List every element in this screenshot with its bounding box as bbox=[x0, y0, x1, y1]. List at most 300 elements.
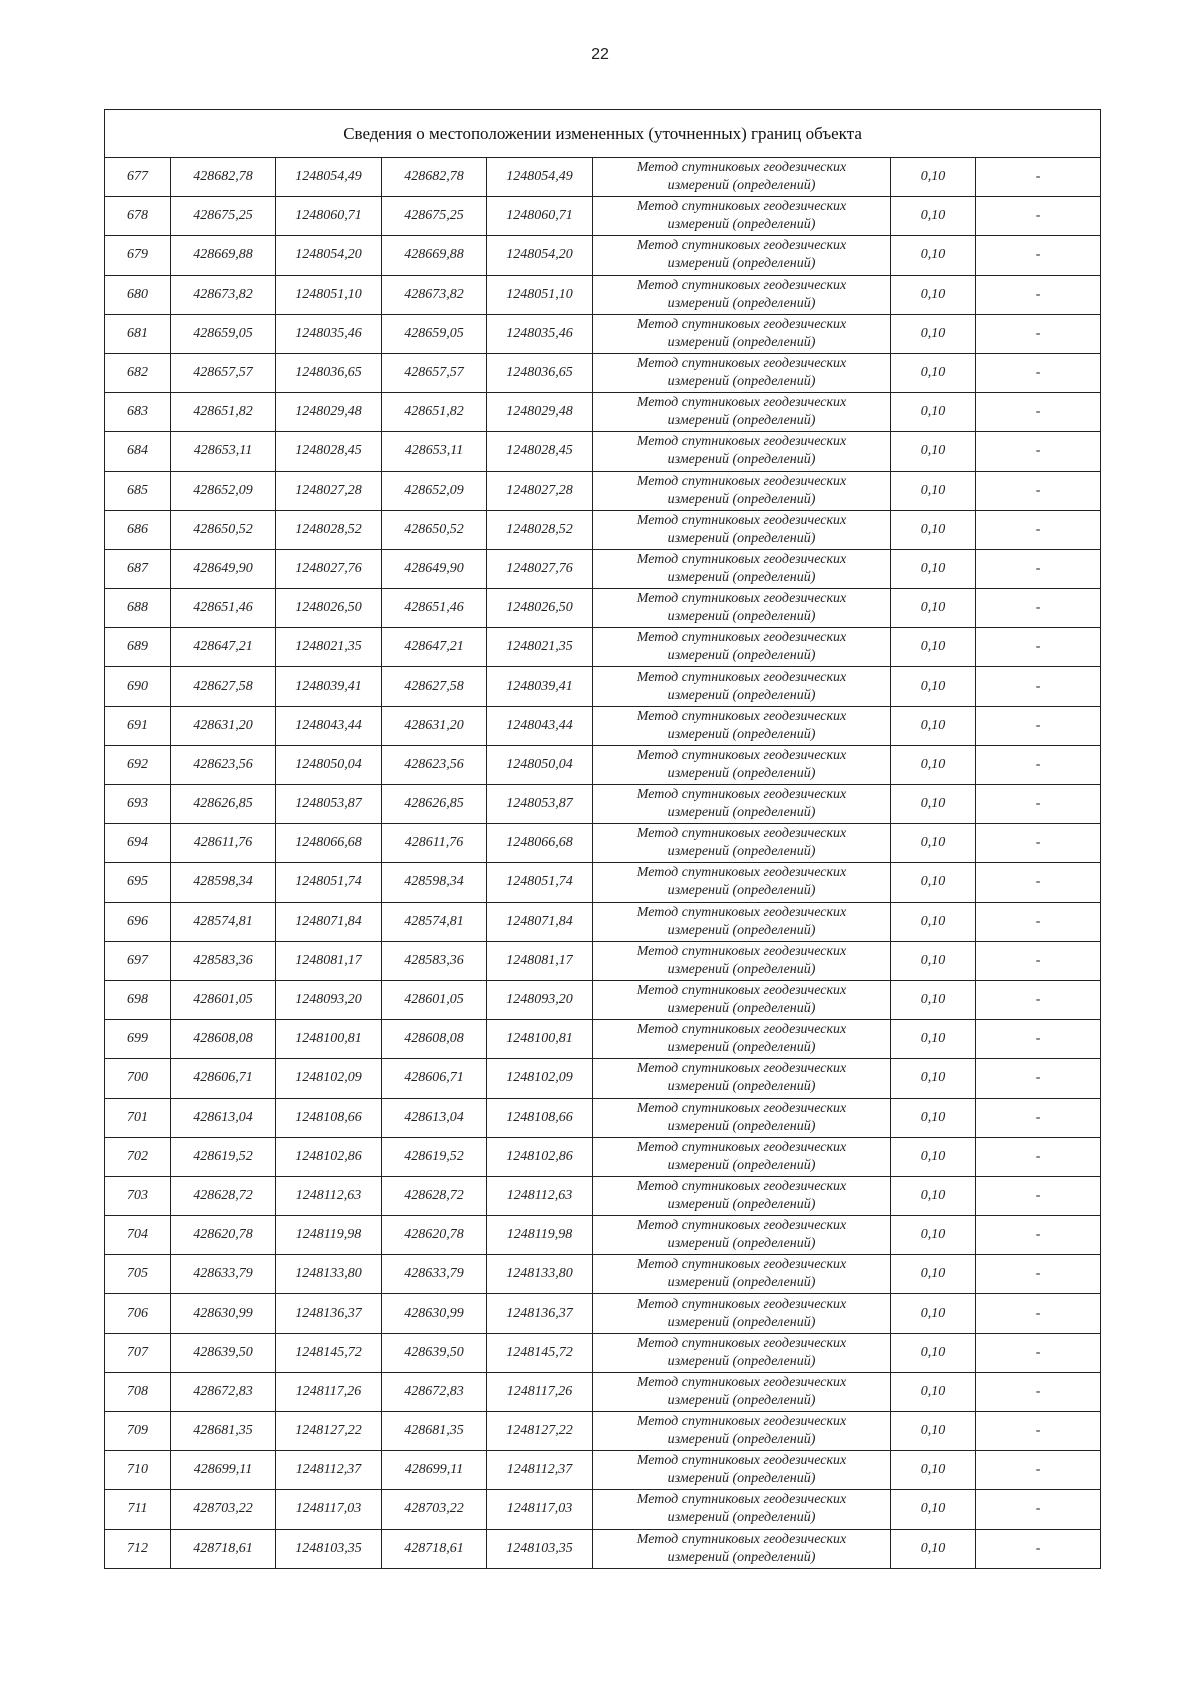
existing-x-cell: 428608,08 bbox=[171, 1020, 276, 1059]
table-row bbox=[105, 510, 1101, 549]
refined-y-cell: 1248145,72 bbox=[487, 1333, 593, 1372]
point-number-cell: 699 bbox=[105, 1020, 171, 1059]
existing-y-cell: 1248133,80 bbox=[276, 1255, 382, 1294]
accuracy-cell: 0,10 bbox=[891, 785, 976, 824]
existing-y-cell: 1248028,45 bbox=[276, 432, 382, 471]
existing-y-cell: 1248119,98 bbox=[276, 1216, 382, 1255]
existing-y-cell: 1248021,35 bbox=[276, 628, 382, 667]
refined-x-cell: 428669,88 bbox=[382, 236, 487, 275]
refined-x-cell: 428627,58 bbox=[382, 667, 487, 706]
point-number-cell: 708 bbox=[105, 1372, 171, 1411]
existing-y-cell: 1248108,66 bbox=[276, 1098, 382, 1137]
existing-y-cell: 1248117,03 bbox=[276, 1490, 382, 1529]
point-number-cell: 682 bbox=[105, 353, 171, 392]
accuracy-cell: 0,10 bbox=[891, 314, 976, 353]
existing-y-cell: 1248036,65 bbox=[276, 353, 382, 392]
existing-x-cell: 428703,22 bbox=[171, 1490, 276, 1529]
note-cell: - bbox=[976, 785, 1101, 824]
existing-x-cell: 428647,21 bbox=[171, 628, 276, 667]
table-row bbox=[105, 1137, 1101, 1176]
note-cell: - bbox=[976, 1451, 1101, 1490]
refined-x-cell: 428639,50 bbox=[382, 1333, 487, 1372]
table-row bbox=[105, 941, 1101, 980]
method-line-1: Метод спутниковых геодезических bbox=[636, 1022, 847, 1038]
refined-y-cell: 1248029,48 bbox=[487, 393, 593, 432]
refined-x-cell: 428682,78 bbox=[382, 158, 487, 197]
table-row bbox=[105, 158, 1101, 197]
table-row bbox=[105, 589, 1101, 628]
refined-y-cell: 1248050,04 bbox=[487, 745, 593, 784]
method-line-1: Метод спутниковых геодезических bbox=[636, 1453, 847, 1469]
method-cell bbox=[593, 980, 891, 1019]
table-row bbox=[105, 902, 1101, 941]
refined-x-cell: 428652,09 bbox=[382, 471, 487, 510]
method-cell bbox=[593, 1412, 891, 1451]
existing-y-cell: 1248051,74 bbox=[276, 863, 382, 902]
accuracy-cell: 0,10 bbox=[891, 589, 976, 628]
refined-x-cell: 428703,22 bbox=[382, 1490, 487, 1529]
existing-y-cell: 1248112,37 bbox=[276, 1451, 382, 1490]
method-line-1: Метод спутниковых геодезических bbox=[636, 512, 847, 528]
note-cell: - bbox=[976, 902, 1101, 941]
accuracy-cell: 0,10 bbox=[891, 1137, 976, 1176]
method-line-2: измерений (определений) bbox=[667, 1157, 816, 1173]
existing-x-cell: 428639,50 bbox=[171, 1333, 276, 1372]
accuracy-cell: 0,10 bbox=[891, 1176, 976, 1215]
method-line-1: Метод спутниковых геодезических bbox=[636, 551, 847, 567]
existing-y-cell: 1248093,20 bbox=[276, 980, 382, 1019]
point-number-cell: 712 bbox=[105, 1529, 171, 1568]
note-cell: - bbox=[976, 1216, 1101, 1255]
point-number-cell: 679 bbox=[105, 236, 171, 275]
note-cell: - bbox=[976, 1020, 1101, 1059]
method-line-1: Метод спутниковых геодезических bbox=[636, 1414, 847, 1430]
point-number-cell: 690 bbox=[105, 667, 171, 706]
method-cell bbox=[593, 1176, 891, 1215]
note-cell: - bbox=[976, 863, 1101, 902]
table-row bbox=[105, 393, 1101, 432]
refined-y-cell: 1248021,35 bbox=[487, 628, 593, 667]
page-number: 22 bbox=[591, 46, 609, 63]
table-row bbox=[105, 1294, 1101, 1333]
point-number-cell: 692 bbox=[105, 745, 171, 784]
existing-x-cell: 428681,35 bbox=[171, 1412, 276, 1451]
method-cell bbox=[593, 824, 891, 863]
existing-y-cell: 1248081,17 bbox=[276, 941, 382, 980]
note-cell: - bbox=[976, 197, 1101, 236]
existing-y-cell: 1248027,28 bbox=[276, 471, 382, 510]
method-line-2: измерений (определений) bbox=[667, 452, 816, 468]
refined-x-cell: 428574,81 bbox=[382, 902, 487, 941]
method-cell bbox=[593, 158, 891, 197]
method-cell bbox=[593, 941, 891, 980]
table-row bbox=[105, 353, 1101, 392]
existing-y-cell: 1248026,50 bbox=[276, 589, 382, 628]
note-cell: - bbox=[976, 236, 1101, 275]
refined-x-cell: 428601,05 bbox=[382, 980, 487, 1019]
point-number-cell: 693 bbox=[105, 785, 171, 824]
table-row bbox=[105, 1451, 1101, 1490]
table-row bbox=[105, 1255, 1101, 1294]
method-line-2: измерений (определений) bbox=[667, 765, 816, 781]
method-line-1: Метод спутниковых геодезических bbox=[636, 199, 847, 215]
table-row bbox=[105, 1490, 1101, 1529]
existing-y-cell: 1248039,41 bbox=[276, 667, 382, 706]
refined-x-cell: 428633,79 bbox=[382, 1255, 487, 1294]
method-line-2: измерений (определений) bbox=[667, 1196, 816, 1212]
accuracy-cell: 0,10 bbox=[891, 667, 976, 706]
existing-x-cell: 428574,81 bbox=[171, 902, 276, 941]
point-number-cell: 695 bbox=[105, 863, 171, 902]
point-number-cell: 697 bbox=[105, 941, 171, 980]
accuracy-cell: 0,10 bbox=[891, 1333, 976, 1372]
method-line-1: Метод спутниковых геодезических bbox=[636, 395, 847, 411]
existing-y-cell: 1248136,37 bbox=[276, 1294, 382, 1333]
method-line-1: Метод спутниковых геодезических bbox=[636, 238, 847, 254]
table-row bbox=[105, 628, 1101, 667]
refined-x-cell: 428623,56 bbox=[382, 745, 487, 784]
accuracy-cell: 0,10 bbox=[891, 1098, 976, 1137]
point-number-cell: 709 bbox=[105, 1412, 171, 1451]
method-cell bbox=[593, 1333, 891, 1372]
note-cell: - bbox=[976, 667, 1101, 706]
point-number-cell: 691 bbox=[105, 706, 171, 745]
note-cell: - bbox=[976, 314, 1101, 353]
existing-y-cell: 1248066,68 bbox=[276, 824, 382, 863]
refined-y-cell: 1248081,17 bbox=[487, 941, 593, 980]
refined-y-cell: 1248028,52 bbox=[487, 510, 593, 549]
method-line-2: измерений (определений) bbox=[667, 883, 816, 899]
existing-x-cell: 428583,36 bbox=[171, 941, 276, 980]
method-line-1: Метод спутниковых геодезических bbox=[636, 434, 847, 450]
method-cell bbox=[593, 236, 891, 275]
method-line-1: Метод спутниковых геодезических bbox=[636, 747, 847, 763]
existing-x-cell: 428651,46 bbox=[171, 589, 276, 628]
method-line-1: Метод спутниковых геодезических bbox=[636, 1296, 847, 1312]
method-cell bbox=[593, 510, 891, 549]
table-row bbox=[105, 785, 1101, 824]
accuracy-cell: 0,10 bbox=[891, 1216, 976, 1255]
refined-y-cell: 1248071,84 bbox=[487, 902, 593, 941]
refined-y-cell: 1248117,03 bbox=[487, 1490, 593, 1529]
method-line-2: измерений (определений) bbox=[667, 1118, 816, 1134]
accuracy-cell: 0,10 bbox=[891, 863, 976, 902]
refined-y-cell: 1248133,80 bbox=[487, 1255, 593, 1294]
refined-x-cell: 428598,34 bbox=[382, 863, 487, 902]
method-line-1: Метод спутниковых геодезических bbox=[636, 1531, 847, 1547]
existing-x-cell: 428613,04 bbox=[171, 1098, 276, 1137]
method-line-1: Метод спутниковых геодезических bbox=[636, 1139, 847, 1155]
table-row bbox=[105, 1412, 1101, 1451]
method-line-2: измерений (определений) bbox=[667, 178, 816, 194]
method-line-2: измерений (определений) bbox=[667, 374, 816, 390]
refined-x-cell: 428649,90 bbox=[382, 549, 487, 588]
method-cell bbox=[593, 785, 891, 824]
refined-x-cell: 428651,46 bbox=[382, 589, 487, 628]
refined-y-cell: 1248028,45 bbox=[487, 432, 593, 471]
note-cell: - bbox=[976, 353, 1101, 392]
table-row bbox=[105, 1529, 1101, 1568]
method-line-1: Метод спутниковых геодезических bbox=[636, 1218, 847, 1234]
existing-x-cell: 428652,09 bbox=[171, 471, 276, 510]
existing-x-cell: 428630,99 bbox=[171, 1294, 276, 1333]
refined-y-cell: 1248102,86 bbox=[487, 1137, 593, 1176]
refined-y-cell: 1248039,41 bbox=[487, 667, 593, 706]
table-row bbox=[105, 1059, 1101, 1098]
note-cell: - bbox=[976, 549, 1101, 588]
table-title: Сведения о местоположении измененных (уточненных) границ объекта bbox=[105, 110, 1101, 158]
refined-x-cell: 428611,76 bbox=[382, 824, 487, 863]
existing-y-cell: 1248051,10 bbox=[276, 275, 382, 314]
existing-x-cell: 428626,85 bbox=[171, 785, 276, 824]
refined-x-cell: 428657,57 bbox=[382, 353, 487, 392]
note-cell: - bbox=[976, 1294, 1101, 1333]
method-line-2: измерений (определений) bbox=[667, 648, 816, 664]
refined-y-cell: 1248054,49 bbox=[487, 158, 593, 197]
table-row bbox=[105, 1216, 1101, 1255]
existing-x-cell: 428657,57 bbox=[171, 353, 276, 392]
note-cell: - bbox=[976, 824, 1101, 863]
method-line-1: Метод спутниковых геодезических bbox=[636, 826, 847, 842]
refined-x-cell: 428613,04 bbox=[382, 1098, 487, 1137]
accuracy-cell: 0,10 bbox=[891, 628, 976, 667]
existing-x-cell: 428611,76 bbox=[171, 824, 276, 863]
accuracy-cell: 0,10 bbox=[891, 236, 976, 275]
method-cell bbox=[593, 1451, 891, 1490]
method-line-1: Метод спутниковых геодезических bbox=[636, 983, 847, 999]
refined-x-cell: 428620,78 bbox=[382, 1216, 487, 1255]
method-cell bbox=[593, 353, 891, 392]
method-cell bbox=[593, 549, 891, 588]
refined-x-cell: 428619,52 bbox=[382, 1137, 487, 1176]
existing-x-cell: 428628,72 bbox=[171, 1176, 276, 1215]
existing-y-cell: 1248102,86 bbox=[276, 1137, 382, 1176]
accuracy-cell: 0,10 bbox=[891, 902, 976, 941]
refined-x-cell: 428606,71 bbox=[382, 1059, 487, 1098]
existing-y-cell: 1248117,26 bbox=[276, 1372, 382, 1411]
note-cell: - bbox=[976, 1529, 1101, 1568]
method-cell bbox=[593, 589, 891, 628]
table-row bbox=[105, 197, 1101, 236]
method-cell bbox=[593, 1490, 891, 1529]
accuracy-cell: 0,10 bbox=[891, 980, 976, 1019]
refined-x-cell: 428699,11 bbox=[382, 1451, 487, 1490]
existing-x-cell: 428673,82 bbox=[171, 275, 276, 314]
existing-x-cell: 428718,61 bbox=[171, 1529, 276, 1568]
method-line-1: Метод спутниковых геодезических bbox=[636, 160, 847, 176]
method-line-2: измерений (определений) bbox=[667, 805, 816, 821]
refined-y-cell: 1248108,66 bbox=[487, 1098, 593, 1137]
method-cell bbox=[593, 393, 891, 432]
point-number-cell: 705 bbox=[105, 1255, 171, 1294]
note-cell: - bbox=[976, 980, 1101, 1019]
existing-y-cell: 1248102,09 bbox=[276, 1059, 382, 1098]
method-line-2: измерений (определений) bbox=[667, 295, 816, 311]
method-line-2: измерений (определений) bbox=[667, 217, 816, 233]
refined-y-cell: 1248102,09 bbox=[487, 1059, 593, 1098]
accuracy-cell: 0,10 bbox=[891, 1529, 976, 1568]
refined-x-cell: 428608,08 bbox=[382, 1020, 487, 1059]
point-number-cell: 677 bbox=[105, 158, 171, 197]
point-number-cell: 683 bbox=[105, 393, 171, 432]
method-cell bbox=[593, 275, 891, 314]
method-line-2: измерений (определений) bbox=[667, 1079, 816, 1095]
method-line-2: измерений (определений) bbox=[667, 491, 816, 507]
point-number-cell: 696 bbox=[105, 902, 171, 941]
point-number-cell: 703 bbox=[105, 1176, 171, 1215]
existing-y-cell: 1248035,46 bbox=[276, 314, 382, 353]
existing-x-cell: 428620,78 bbox=[171, 1216, 276, 1255]
refined-y-cell: 1248117,26 bbox=[487, 1372, 593, 1411]
accuracy-cell: 0,10 bbox=[891, 275, 976, 314]
existing-y-cell: 1248053,87 bbox=[276, 785, 382, 824]
method-cell bbox=[593, 1372, 891, 1411]
method-line-2: измерений (определений) bbox=[667, 1432, 816, 1448]
refined-y-cell: 1248119,98 bbox=[487, 1216, 593, 1255]
method-line-2: измерений (определений) bbox=[667, 1314, 816, 1330]
method-cell bbox=[593, 1529, 891, 1568]
existing-x-cell: 428675,25 bbox=[171, 197, 276, 236]
method-cell bbox=[593, 1059, 891, 1098]
refined-y-cell: 1248136,37 bbox=[487, 1294, 593, 1333]
method-line-1: Метод спутниковых геодезических bbox=[636, 1374, 847, 1390]
method-line-1: Метод спутниковых геодезических bbox=[636, 1178, 847, 1194]
accuracy-cell: 0,10 bbox=[891, 393, 976, 432]
note-cell: - bbox=[976, 1098, 1101, 1137]
method-cell bbox=[593, 902, 891, 941]
method-line-2: измерений (определений) bbox=[667, 726, 816, 742]
existing-x-cell: 428682,78 bbox=[171, 158, 276, 197]
method-line-1: Метод спутниковых геодезических bbox=[636, 356, 847, 372]
method-line-1: Метод спутниковых геодезических bbox=[636, 473, 847, 489]
accuracy-cell: 0,10 bbox=[891, 158, 976, 197]
table-row bbox=[105, 275, 1101, 314]
existing-y-cell: 1248100,81 bbox=[276, 1020, 382, 1059]
accuracy-cell: 0,10 bbox=[891, 1372, 976, 1411]
method-line-1: Метод спутниковых геодезических bbox=[636, 904, 847, 920]
method-cell bbox=[593, 314, 891, 353]
method-cell bbox=[593, 1020, 891, 1059]
table-row bbox=[105, 1333, 1101, 1372]
table-row bbox=[105, 1176, 1101, 1215]
note-cell: - bbox=[976, 1255, 1101, 1294]
accuracy-cell: 0,10 bbox=[891, 432, 976, 471]
note-cell: - bbox=[976, 432, 1101, 471]
method-line-1: Метод спутниковых геодезических bbox=[636, 1100, 847, 1116]
note-cell: - bbox=[976, 1059, 1101, 1098]
point-number-cell: 707 bbox=[105, 1333, 171, 1372]
method-line-1: Метод спутниковых геодезических bbox=[636, 277, 847, 293]
method-line-2: измерений (определений) bbox=[667, 569, 816, 585]
method-cell bbox=[593, 667, 891, 706]
method-cell bbox=[593, 745, 891, 784]
refined-y-cell: 1248054,20 bbox=[487, 236, 593, 275]
accuracy-cell: 0,10 bbox=[891, 1059, 976, 1098]
point-number-cell: 689 bbox=[105, 628, 171, 667]
method-line-1: Метод спутниковых геодезических bbox=[636, 669, 847, 685]
table-row bbox=[105, 432, 1101, 471]
existing-x-cell: 428649,90 bbox=[171, 549, 276, 588]
point-number-cell: 688 bbox=[105, 589, 171, 628]
accuracy-cell: 0,10 bbox=[891, 549, 976, 588]
point-number-cell: 680 bbox=[105, 275, 171, 314]
method-line-2: измерений (определений) bbox=[667, 413, 816, 429]
method-line-1: Метод спутниковых геодезических bbox=[636, 865, 847, 881]
point-number-cell: 710 bbox=[105, 1451, 171, 1490]
method-line-2: измерений (определений) bbox=[667, 1236, 816, 1252]
existing-y-cell: 1248071,84 bbox=[276, 902, 382, 941]
table-row bbox=[105, 980, 1101, 1019]
note-cell: - bbox=[976, 941, 1101, 980]
table-row bbox=[105, 1372, 1101, 1411]
existing-x-cell: 428601,05 bbox=[171, 980, 276, 1019]
accuracy-cell: 0,10 bbox=[891, 1451, 976, 1490]
table-row bbox=[105, 706, 1101, 745]
accuracy-cell: 0,10 bbox=[891, 745, 976, 784]
refined-y-cell: 1248060,71 bbox=[487, 197, 593, 236]
point-number-cell: 694 bbox=[105, 824, 171, 863]
method-line-1: Метод спутниковых геодезических bbox=[636, 708, 847, 724]
point-number-cell: 706 bbox=[105, 1294, 171, 1333]
point-number-cell: 684 bbox=[105, 432, 171, 471]
refined-y-cell: 1248027,76 bbox=[487, 549, 593, 588]
table-row bbox=[105, 745, 1101, 784]
existing-y-cell: 1248112,63 bbox=[276, 1176, 382, 1215]
point-number-cell: 702 bbox=[105, 1137, 171, 1176]
note-cell: - bbox=[976, 589, 1101, 628]
existing-y-cell: 1248029,48 bbox=[276, 393, 382, 432]
note-cell: - bbox=[976, 1490, 1101, 1529]
existing-y-cell: 1248043,44 bbox=[276, 706, 382, 745]
refined-y-cell: 1248112,63 bbox=[487, 1176, 593, 1215]
refined-y-cell: 1248127,22 bbox=[487, 1412, 593, 1451]
method-cell bbox=[593, 1255, 891, 1294]
method-cell bbox=[593, 1216, 891, 1255]
method-line-1: Метод спутниковых геодезических bbox=[636, 316, 847, 332]
existing-x-cell: 428672,83 bbox=[171, 1372, 276, 1411]
method-line-2: измерений (определений) bbox=[667, 1001, 816, 1017]
existing-x-cell: 428633,79 bbox=[171, 1255, 276, 1294]
method-line-1: Метод спутниковых геодезических bbox=[636, 787, 847, 803]
refined-x-cell: 428651,82 bbox=[382, 393, 487, 432]
existing-y-cell: 1248028,52 bbox=[276, 510, 382, 549]
existing-x-cell: 428623,56 bbox=[171, 745, 276, 784]
boundary-coordinates-table bbox=[104, 109, 1101, 1569]
refined-x-cell: 428675,25 bbox=[382, 197, 487, 236]
method-cell bbox=[593, 432, 891, 471]
point-number-cell: 686 bbox=[105, 510, 171, 549]
existing-y-cell: 1248127,22 bbox=[276, 1412, 382, 1451]
existing-x-cell: 428699,11 bbox=[171, 1451, 276, 1490]
table-row bbox=[105, 471, 1101, 510]
point-number-cell: 698 bbox=[105, 980, 171, 1019]
method-line-2: измерений (определений) bbox=[667, 1549, 816, 1565]
note-cell: - bbox=[976, 1176, 1101, 1215]
existing-x-cell: 428651,82 bbox=[171, 393, 276, 432]
method-line-1: Метод спутниковых геодезических bbox=[636, 1335, 847, 1351]
refined-x-cell: 428681,35 bbox=[382, 1412, 487, 1451]
method-line-2: измерений (определений) bbox=[667, 1040, 816, 1056]
note-cell: - bbox=[976, 393, 1101, 432]
table-row bbox=[105, 667, 1101, 706]
point-number-cell: 685 bbox=[105, 471, 171, 510]
table-row bbox=[105, 863, 1101, 902]
refined-y-cell: 1248100,81 bbox=[487, 1020, 593, 1059]
table-row bbox=[105, 824, 1101, 863]
table-row bbox=[105, 549, 1101, 588]
existing-x-cell: 428606,71 bbox=[171, 1059, 276, 1098]
table-row bbox=[105, 236, 1101, 275]
